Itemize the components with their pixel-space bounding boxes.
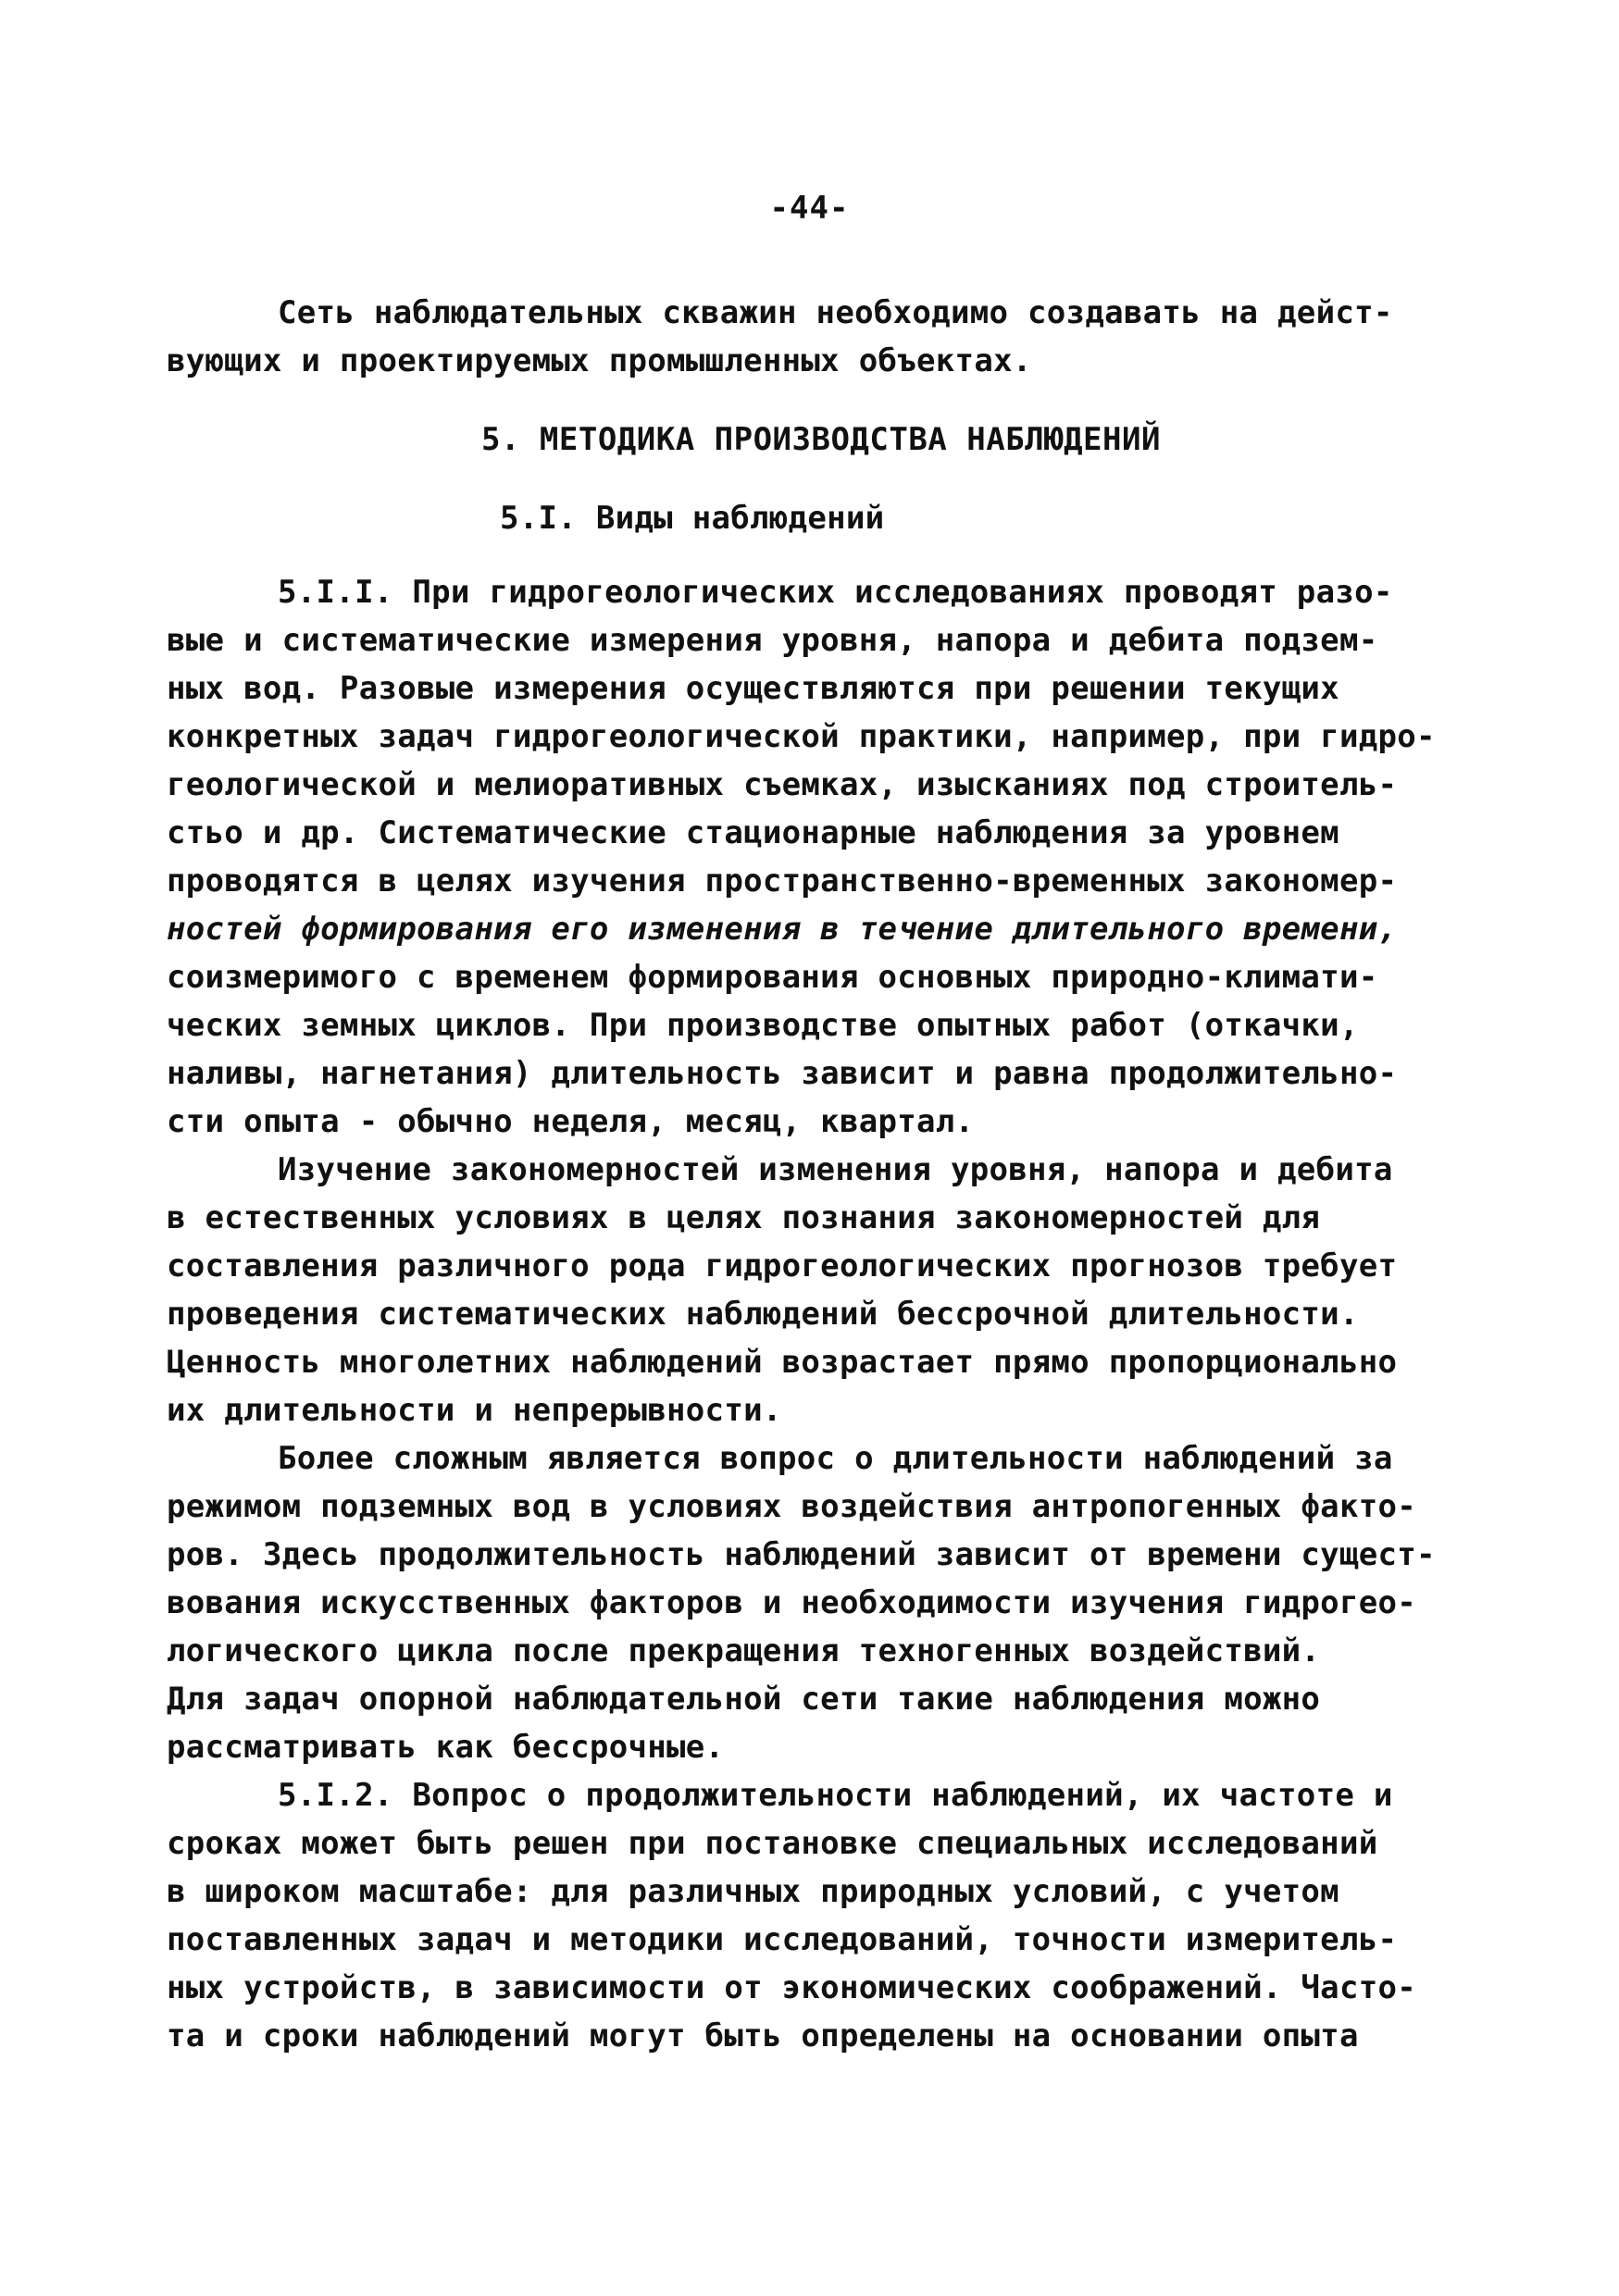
text-line: сроках может быть решен при постановке специальных исследований [167,1825,1378,1862]
text-line: их длительности и непрерывности. [167,1392,782,1429]
text-line: проводятся в целях изучения пространственно-временных закономер- [167,863,1398,900]
text-line: ностей формирования его изменения в течение длительного времени, [167,911,1398,948]
text-line: Сеть наблюдательных скважин необходимо создавать на дейст- [278,294,1393,331]
text-line: вования искусственных факторов и необходимости изучения гидрогео- [167,1584,1417,1621]
text-line: ных вод. Разовые измерения осуществляются при решении текущих [167,670,1339,707]
text-line: вующих и проектируемых промышленных объектах. [167,342,1032,379]
text-line: ров. Здесь продолжительность наблюдений зависит от времени сущест- [167,1536,1436,1573]
subsection-heading: 5.I. Виды наблюдений [500,500,885,537]
section-heading: 5. МЕТОДИКА ПРОИЗВОДСТВА НАБЛЮДЕНИЙ [481,421,1161,458]
text-line: поставленных задач и методики исследований, точности измеритель- [167,1921,1398,1958]
text-line: составления различного рода гидрогеологических прогнозов требует [167,1247,1398,1285]
text-line: режимом подземных вод в условиях воздействия антропогенных факто- [167,1488,1417,1525]
text-line: геологической и мелиоративных съемках, изысканиях под строитель- [167,766,1398,803]
text-line: в естественных условиях в целях познания закономерностей для [167,1199,1321,1236]
text-line: Ценность многолетних наблюдений возрастает прямо пропорционально [167,1344,1398,1381]
text-line: ческих земных циклов. При производстве опытных работ (откачки, [167,1007,1359,1044]
text-line: та и сроки наблюдений могут быть определены на основании опыта [167,2017,1359,2054]
text-line: конкретных задач гидрогеологической практики, например, при гидро- [167,718,1436,755]
text-line: соизмеримого с временем формирования основных природно-климати- [167,959,1378,996]
text-line: 5.I.I. При гидрогеологических исследованиях проводят разо- [278,574,1393,611]
text-line: наливы, нагнетания) длительность зависит и равна продолжительно- [167,1055,1398,1092]
text-line: Изучение закономерностей изменения уровня, напора и дебита [278,1151,1393,1188]
text-line: стьо и др. Систематические стационарные наблюдения за уровнем [167,814,1339,851]
text-line: проведения систематических наблюдений бессрочной длительности. [167,1296,1359,1333]
text-line: сти опыта - обычно неделя, месяц, квартал. [167,1103,975,1140]
text-line: вые и систематические измерения уровня, напора и дебита подзем- [167,622,1378,659]
text-line: ных устройств, в зависимости от экономических соображений. Часто- [167,1969,1417,2006]
text-line: Более сложным является вопрос о длительности наблюдений за [278,1440,1393,1477]
text-line: в широком масштабе: для различных природных условий, с учетом [167,1873,1339,1910]
text-line: Для задач опорной наблюдательной сети такие наблюдения можно [167,1681,1321,1718]
page-number: -44- [769,190,850,227]
text-line: рассматривать как бессрочные. [167,1729,725,1766]
text-line: логического цикла после прекращения техногенных воздействий. [167,1632,1321,1669]
text-line: 5.I.2. Вопрос о продолжительности наблюдений, их частоте и [278,1777,1393,1814]
